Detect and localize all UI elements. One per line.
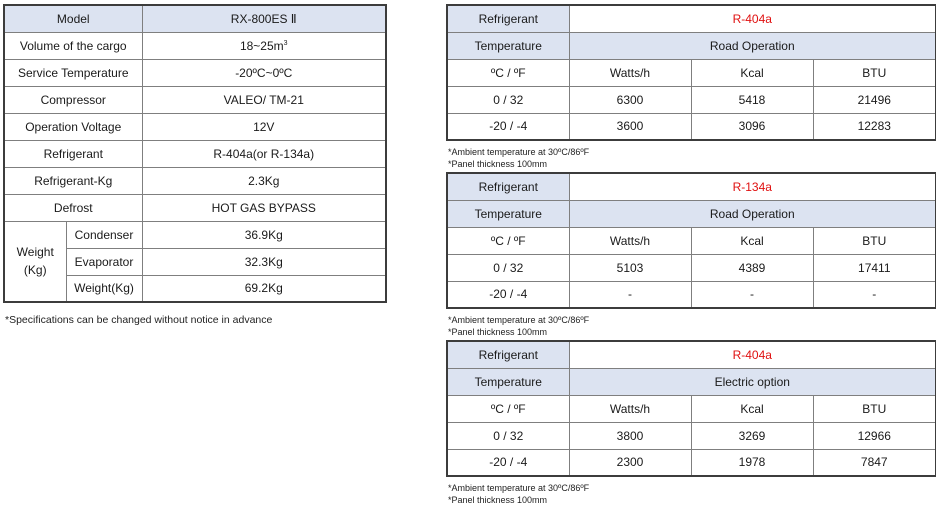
table-cell: - xyxy=(569,281,691,308)
column-header: Kcal xyxy=(691,395,813,422)
table-cell: 1978 xyxy=(691,449,813,476)
panel-note: *Panel thickness 100mm xyxy=(448,327,548,337)
table-row xyxy=(447,86,936,113)
ambient-note: *Ambient temperature at 30ºC/86ºF xyxy=(448,315,590,325)
spec-row xyxy=(4,32,386,59)
refrigerant-row xyxy=(447,5,936,32)
spec-footnote: *Specifications can be changed without notice in advance xyxy=(5,314,273,326)
table-cell: 2300 xyxy=(569,449,691,476)
spec-value: $18\sim 25m^3$ xyxy=(142,32,386,59)
spec-label: Volume of the cargo xyxy=(4,32,142,59)
weight-label: Evaporator xyxy=(66,248,142,275)
refrigerant-label: Refrigerant xyxy=(447,5,569,32)
table-cell: 12966 xyxy=(813,422,936,449)
capacity-table-3 xyxy=(446,340,936,477)
spec-row-model xyxy=(4,5,386,32)
table-cell: 0 / 32 xyxy=(447,86,569,113)
column-header: BTU xyxy=(813,227,936,254)
table-cell: 5103 xyxy=(569,254,691,281)
table-cell: 3600 xyxy=(569,113,691,140)
superscript: 3 xyxy=(283,39,288,47)
column-header: BTU xyxy=(813,59,936,86)
spec-label: Operation Voltage xyxy=(4,113,142,140)
spec-value: 12V xyxy=(142,113,386,140)
temperature-label: Temperature xyxy=(447,200,569,227)
spec-label: Model xyxy=(4,5,142,32)
column-header-row xyxy=(447,59,936,86)
spec-label: Refrigerant-Kg xyxy=(4,167,142,194)
capacity-table-1 xyxy=(446,4,936,141)
spec-label: Defrost xyxy=(4,194,142,221)
table-row xyxy=(447,254,936,281)
capacity-table-2 xyxy=(446,172,936,309)
table-cell: -20 / -4 xyxy=(447,113,569,140)
operation-mode: Road Operation xyxy=(569,200,936,227)
spec-row xyxy=(4,194,386,221)
spec-value: -20ºC~0ºC xyxy=(142,59,386,86)
refrigerant-label: Refrigerant xyxy=(447,341,569,368)
column-header-row xyxy=(447,227,936,254)
refrigerant-value: R-134a xyxy=(569,173,936,200)
refrigerant-value: R-404a xyxy=(569,5,936,32)
spec-row xyxy=(4,167,386,194)
spec-label: Service Temperature xyxy=(4,59,142,86)
weight-label: Weight(Kg) xyxy=(66,275,142,302)
table-row xyxy=(447,449,936,476)
table-cell: - xyxy=(691,281,813,308)
column-header: Watts/h xyxy=(569,59,691,86)
refrigerant-row xyxy=(447,173,936,200)
column-header: Watts/h xyxy=(569,395,691,422)
table-cell: - xyxy=(813,281,936,308)
spec-row xyxy=(4,113,386,140)
table-cell: 6300 xyxy=(569,86,691,113)
table-cell: 4389 xyxy=(691,254,813,281)
table-cell: 12283 xyxy=(813,113,936,140)
column-header: Kcal xyxy=(691,59,813,86)
spec-value: 2.3Kg xyxy=(142,167,386,194)
table-cell: 5418 xyxy=(691,86,813,113)
table-row xyxy=(447,422,936,449)
spec-value: HOT GAS BYPASS xyxy=(142,194,386,221)
spec-label: Refrigerant xyxy=(4,140,142,167)
panel-note: *Panel thickness 100mm xyxy=(448,159,548,169)
spec-label: Compressor xyxy=(4,86,142,113)
column-header: ºC / ºF xyxy=(447,395,569,422)
refrigerant-row xyxy=(447,341,936,368)
table-cell: 17411 xyxy=(813,254,936,281)
table-cell: 7847 xyxy=(813,449,936,476)
table-cell: 3800 xyxy=(569,422,691,449)
spec-row xyxy=(4,59,386,86)
weight-value: 32.3Kg xyxy=(142,248,386,275)
column-header: Kcal xyxy=(691,227,813,254)
ambient-note: *Ambient temperature at 30ºC/86ºF xyxy=(448,147,590,157)
temperature-label: Temperature xyxy=(447,32,569,59)
temperature-row xyxy=(447,32,936,59)
weight-group-label: Weight (Kg) xyxy=(4,221,66,302)
table-cell: 3096 xyxy=(691,113,813,140)
table-row xyxy=(447,281,936,308)
column-header: ºC / ºF xyxy=(447,59,569,86)
column-header: ºC / ºF xyxy=(447,227,569,254)
table-cell: -20 / -4 xyxy=(447,281,569,308)
table-cell: 21496 xyxy=(813,86,936,113)
table-row xyxy=(447,113,936,140)
temperature-label: Temperature xyxy=(447,368,569,395)
temperature-row xyxy=(447,200,936,227)
operation-mode: Electric option xyxy=(569,368,936,395)
spec-row-weight xyxy=(4,221,386,248)
panel-note: *Panel thickness 100mm xyxy=(448,495,548,505)
spec-row xyxy=(4,140,386,167)
spec-row xyxy=(4,86,386,113)
refrigerant-value: R-404a xyxy=(569,341,936,368)
table-cell: 0 / 32 xyxy=(447,422,569,449)
spec-table xyxy=(3,4,387,303)
weight-label: Condenser xyxy=(66,221,142,248)
table-cell: -20 / -4 xyxy=(447,449,569,476)
column-header: BTU xyxy=(813,395,936,422)
spec-value: VALEO/ TM-21 xyxy=(142,86,386,113)
weight-value: 36.9Kg xyxy=(142,221,386,248)
column-header: Watts/h xyxy=(569,227,691,254)
refrigerant-label: Refrigerant xyxy=(447,173,569,200)
column-header-row xyxy=(447,395,936,422)
ambient-note: *Ambient temperature at 30ºC/86ºF xyxy=(448,483,590,493)
spec-value: R-404a(or R-134a) xyxy=(142,140,386,167)
weight-value: 69.2Kg xyxy=(142,275,386,302)
table-cell: 3269 xyxy=(691,422,813,449)
table-cell: 0 / 32 xyxy=(447,254,569,281)
operation-mode: Road Operation xyxy=(569,32,936,59)
temperature-row xyxy=(447,368,936,395)
spec-value: RX-800ES Ⅱ xyxy=(142,5,386,32)
